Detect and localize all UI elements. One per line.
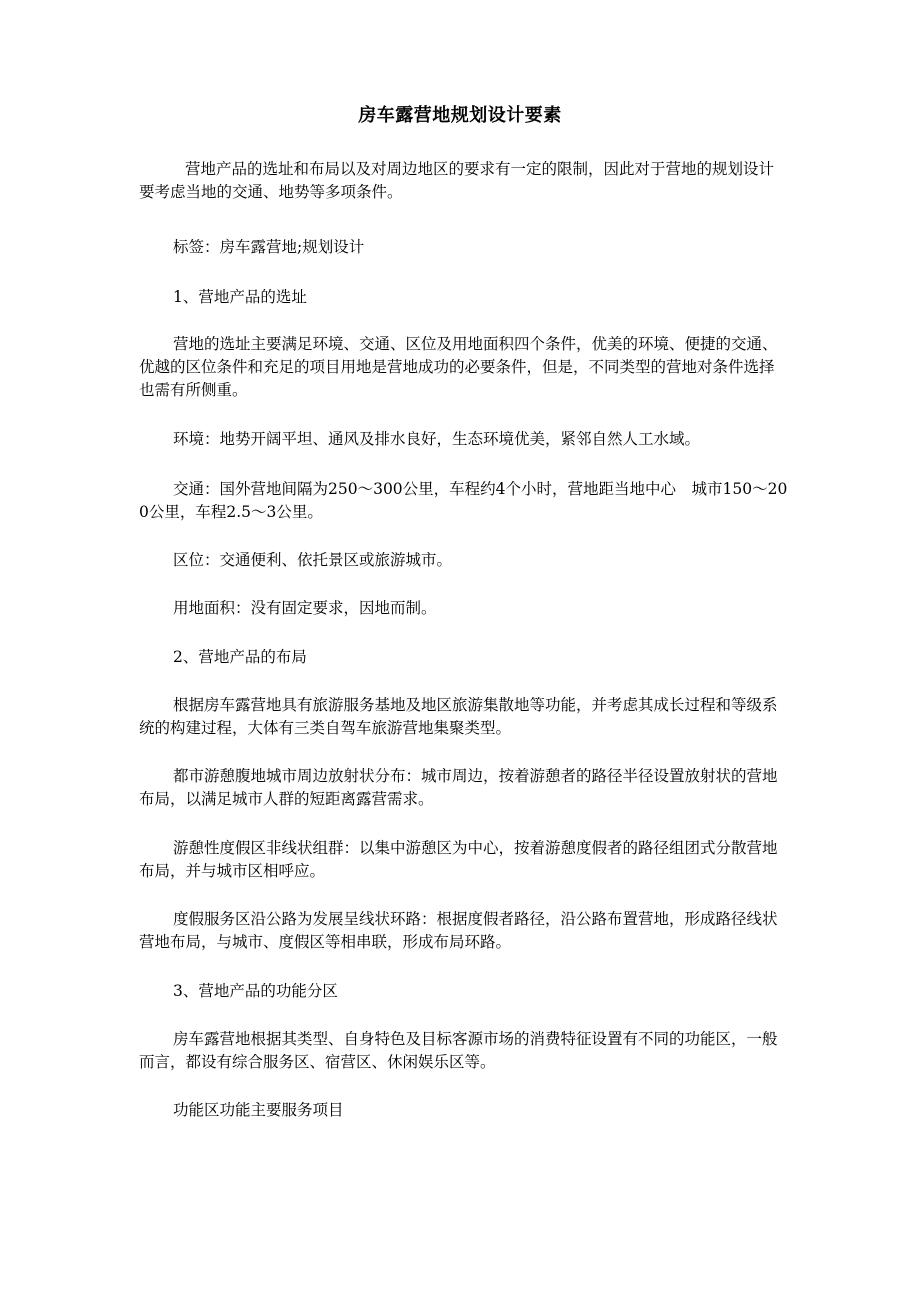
layout-resort-paragraph: 游憩性度假区非线状组群：以集中游憩区为中心，按着游憩度假者的路径组团式分散营地布局，并与城市区相呼应。 <box>139 839 778 880</box>
land-area-paragraph: 用地面积：没有固定要求，因地而制。 <box>173 599 437 617</box>
zoning-table-header: 功能区功能主要服务项目 <box>173 1101 344 1119</box>
intro-paragraph: 营地产品的选址和布局以及对周边地区的要求有一定的限制，因此对于营地的规划设计要考虑当地的交通、地势等多项条件。 <box>139 160 775 201</box>
layout-urban-paragraph: 都市游憩腹地城市周边放射状分布：城市周边，按着游憩者的路径半径设置放射状的营地布局，以满足城市人群的短距离露营需求。 <box>139 767 778 808</box>
site-selection-paragraph: 营地的选址主要满足环境、交通、区位及用地面积四个条件，优美的环境、便捷的交通、优越的区位条件和充足的项目用地是营地成功的必要条件，但是，不同类型的营地对条件选择也需有所侧重。 <box>139 335 778 399</box>
layout-intro-paragraph: 根据房车露营地具有旅游服务基地及地区旅游集散地等功能，并考虑其成长过程和等级系统的构建过程，大体有三类自驾车旅游营地集聚类型。 <box>139 696 778 737</box>
section-3-heading: 3、营地产品的功能分区 <box>173 982 338 1000</box>
layout-road-paragraph: 度假服务区沿公路为发展呈线状环路：根据度假者路径，沿公路布置营地，形成路径线状营地布局，与城市、度假区等相串联，形成布局环路。 <box>139 910 778 951</box>
section-1-heading: 1、营地产品的选址 <box>173 288 307 306</box>
zoning-paragraph: 房车露营地根据其类型、自身特色及目标客源市场的消费特征设置有不同的功能区，一般而言，都设有综合服务区、宿营区、休闲娱乐区等。 <box>139 1030 778 1071</box>
location-paragraph: 区位：交通便利、依托景区或旅游城市。 <box>173 551 453 569</box>
environment-paragraph: 环境：地势开阔平坦、通风及排水良好，生态环境优美，紧邻自然人工水域。 <box>173 430 701 448</box>
document-title: 房车露营地规划设计要素 <box>358 105 562 126</box>
section-2-heading: 2、营地产品的布局 <box>173 648 307 666</box>
transport-paragraph: 交通：国外营地间隔为250～300公里，车程约4个小时，营地距当地中心 城市150～200公里，车程2.5～3公里。 <box>139 480 788 521</box>
tags-line: 标签：房车露营地;规划设计 <box>173 238 365 256</box>
